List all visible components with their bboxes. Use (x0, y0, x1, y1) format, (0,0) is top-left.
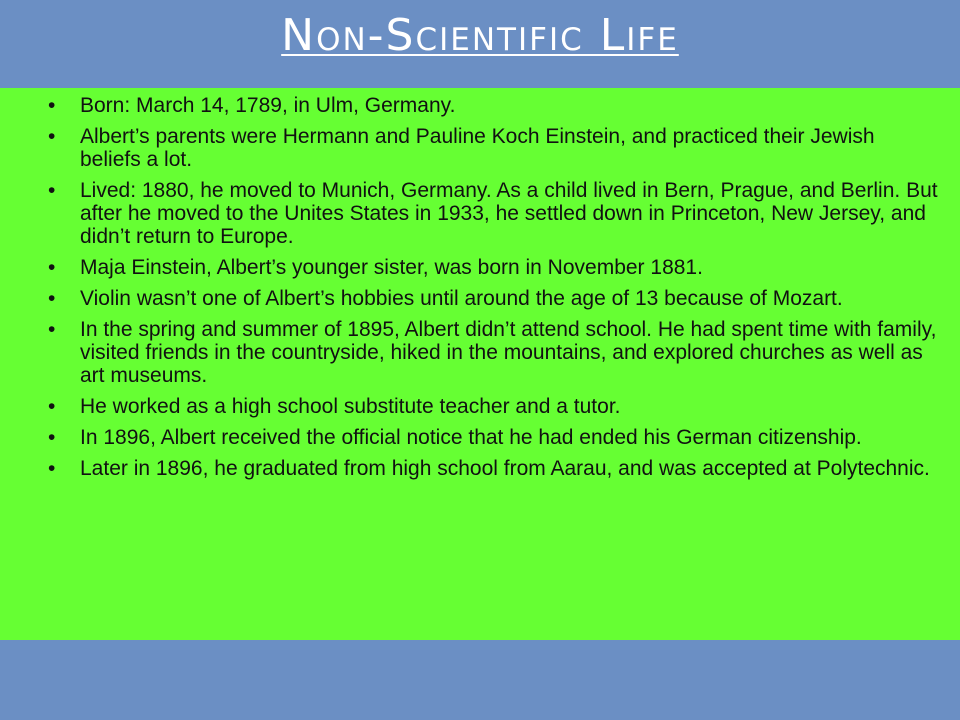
bullet-item (48, 287, 938, 310)
bullet-list (48, 94, 938, 488)
bullet-text: Violin wasn’t one of Albert’s hobbies until around the age of 13 because of Mozart. (80, 287, 843, 310)
bullet-dot: • (48, 426, 56, 449)
bullet-dot: • (48, 256, 56, 279)
bullet-dot: • (48, 318, 56, 341)
bullet-text: Born: March 14, 1789, in Ulm, Germany. (80, 94, 456, 117)
bullet-text: In 1896, Albert received the official notice that he had ended his German citizenship. (80, 426, 862, 449)
slide-title (0, 6, 960, 66)
bullet-item (48, 395, 938, 418)
bullet-text: Lived: 1880, he moved to Munich, Germany. As a child lived in Bern, Prague, and Berlin. But after he moved to the Unites States in 1933, he settled down in Princeton, New Jersey, and didn’t return to Europe. (80, 179, 938, 248)
bullet-item (48, 457, 938, 480)
bullet-dot: • (48, 179, 56, 202)
bullet-text: In the spring and summer of 1895, Albert didn’t attend school. He had spent time with family, visited friends in the countryside, hiked in the mountains, and explored churches as well as art museums. (80, 318, 937, 387)
bullet-dot: • (48, 287, 56, 310)
bottom-band (0, 640, 960, 720)
bullet-text: Maja Einstein, Albert’s younger sister, was born in November 1881. (80, 256, 703, 279)
bullet-text: He worked as a high school substitute teacher and a tutor. (80, 395, 621, 418)
bullet-item (48, 426, 938, 449)
bullet-item (48, 94, 938, 117)
bullet-dot: • (48, 94, 56, 117)
content-panel (0, 88, 960, 640)
bullet-dot: • (48, 457, 56, 480)
bullet-dot: • (48, 395, 56, 418)
bullet-dot: • (48, 125, 56, 148)
bullet-item (48, 318, 938, 387)
bullet-item (48, 125, 938, 171)
bullet-text: Albert’s parents were Hermann and Pauline Koch Einstein, and practiced their Jewish beliefs a lot. (80, 125, 875, 171)
slide-title-text: Non-Scientific Life (281, 10, 679, 61)
bullet-text: Later in 1896, he graduated from high school from Aarau, and was accepted at Polytechnic. (80, 457, 930, 480)
bullet-item (48, 256, 938, 279)
bullet-item (48, 179, 938, 248)
